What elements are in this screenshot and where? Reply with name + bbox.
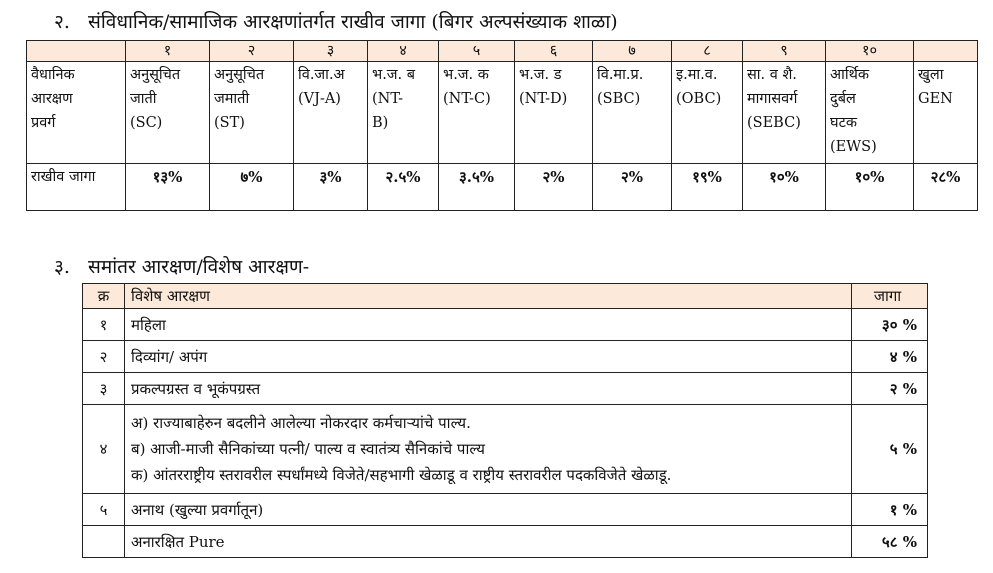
table-row [83,526,928,558]
sub-item: क) आंतरराष्ट्रीय स्तरावरील स्पर्धांमध्ये विजेते/सहभागी खेळाडू व राष्ट्रीय स्तरावरील पदकविजेते खेळाडू. [131,466,672,484]
section-3-title: समांतर आरक्षण/विशेष आरक्षण- [88,256,310,278]
column-number [914,41,978,62]
serial-cell: ४ [83,405,125,494]
reserved-seats-table [26,40,978,211]
section-3-number: ३. [54,256,70,278]
serial-cell: ३ [83,373,125,405]
column-number: ९ [743,41,826,62]
value-cell: २८% [914,164,978,211]
label-line: प्रवर्ग [31,115,56,131]
reservation-cell: अनारक्षित Pure [125,526,852,558]
column-number: २ [210,41,294,62]
serial-cell: २ [83,341,125,373]
column-number: ८ [672,41,743,62]
value-cell: १०% [743,164,826,211]
category-cell-sebc [743,62,826,164]
label-line: आर्थिक [830,67,869,83]
reservation-cell: प्रकल्पग्रस्त व भूकंपग्रस्त [125,373,852,405]
label-line: भ.ज. क [443,67,489,83]
label-line: GEN [918,91,953,107]
label-line: जाती [130,91,157,107]
label-line: वि.मा.प्र. [597,67,644,83]
value-cell: २% [593,164,672,211]
reservation-cell: अनाथ (खुल्या प्रवर्गातून) [125,494,852,526]
table-row [83,405,928,494]
category-cell-st [210,62,294,164]
value-cell: १०% [826,164,914,211]
header-row [83,284,928,309]
label-line: (SEBC) [747,115,801,131]
seats-cell: ४ % [852,341,928,373]
value-cell: ३% [294,164,368,211]
column-number: ६ [515,41,593,62]
label-line: वि.जा.अ [298,67,345,83]
sub-item: अ) राज्याबाहेरुन बदलीने आलेल्या नोकरदार कर्मचाऱ्यांचे पाल्य. [131,414,471,432]
header-reservation: विशेष आरक्षण [125,284,852,309]
label-line: दुर्बल [830,91,856,107]
reservation-cell: महिला [125,309,852,341]
reservation-cell: दिव्यांग/ अपंग [125,341,852,373]
value-cell: २% [515,164,593,211]
value-cell: ३.५% [439,164,515,211]
table-row [83,494,928,526]
header-serial: क्र [83,284,125,309]
category-header-cell [27,62,126,164]
row-label: राखीव जागा [27,164,126,211]
category-cell-ntb [368,62,439,164]
serial-cell: १ [83,309,125,341]
table-row [83,309,928,341]
column-number-row [27,41,978,62]
seats-cell: ५८ % [852,526,928,558]
column-number [27,41,126,62]
serial-cell: ५ [83,494,125,526]
column-number: १० [826,41,914,62]
category-label-row [27,62,978,164]
label-line: आरक्षण [31,91,73,107]
seats-cell: ३० % [852,309,928,341]
label-line: (SC) [130,115,163,131]
column-number: १ [126,41,210,62]
serial-cell [83,526,125,558]
seats-cell: ५ % [852,405,928,494]
label-line: वैधानिक [31,67,75,83]
value-cell: १३% [126,164,210,211]
value-cell: २.५% [368,164,439,211]
label-line: भ.ज. ब [372,67,416,83]
label-line: मागासवर्ग [747,91,798,107]
value-cell: १९% [672,164,743,211]
category-cell-vja [294,62,368,164]
category-cell-ntc [439,62,515,164]
column-number: ५ [439,41,515,62]
category-cell-sbc [593,62,672,164]
reserved-values-row [27,164,978,211]
column-number: ७ [593,41,672,62]
section-2-title: संविधानिक/सामाजिक आरक्षणांतर्गत राखीव जागा (बिगर अल्पसंख्याक शाळा) [88,11,618,33]
category-cell-sc [126,62,210,164]
label-line: (NT-C) [443,91,491,107]
label-line: B) [372,115,389,131]
label-line: सा. व शै. [747,67,797,83]
label-line: (SBC) [597,91,641,107]
label-line: (VJ-A) [298,91,341,107]
column-number: ३ [294,41,368,62]
table-row [83,373,928,405]
category-cell-obc [672,62,743,164]
category-cell-ews [826,62,914,164]
label-line: इ.मा.व. [676,67,718,83]
label-line: भ.ज. ड [519,67,562,83]
label-line: (NT-D) [519,91,568,107]
label-line: (EWS) [830,139,877,155]
seats-cell: १ % [852,494,928,526]
label-line: अनुसूचित [130,67,181,83]
label-line: (NT- [372,91,404,107]
header-seats: जागा [852,284,928,309]
value-cell: ७% [210,164,294,211]
label-line: (ST) [214,115,245,131]
category-cell-ntd [515,62,593,164]
column-number: ४ [368,41,439,62]
section-3-heading [54,253,309,279]
special-reservation-table [82,283,928,558]
label-line: अनुसूचित [214,67,265,83]
label-line: खुला [918,67,944,83]
section-2-number: २. [54,11,70,33]
sub-item: ब) आजी-माजी सैनिकांच्या पत्नी/ पाल्य व स्वातंत्र्य सैनिकांचे पाल्य [131,440,485,458]
reservation-cell [125,405,852,494]
label-line: (OBC) [676,91,722,107]
section-2-heading [54,8,618,34]
category-cell-gen [914,62,978,164]
label-line: जमाती [214,91,250,107]
seats-cell: २ % [852,373,928,405]
table-row [83,341,928,373]
label-line: घटक [830,115,858,131]
